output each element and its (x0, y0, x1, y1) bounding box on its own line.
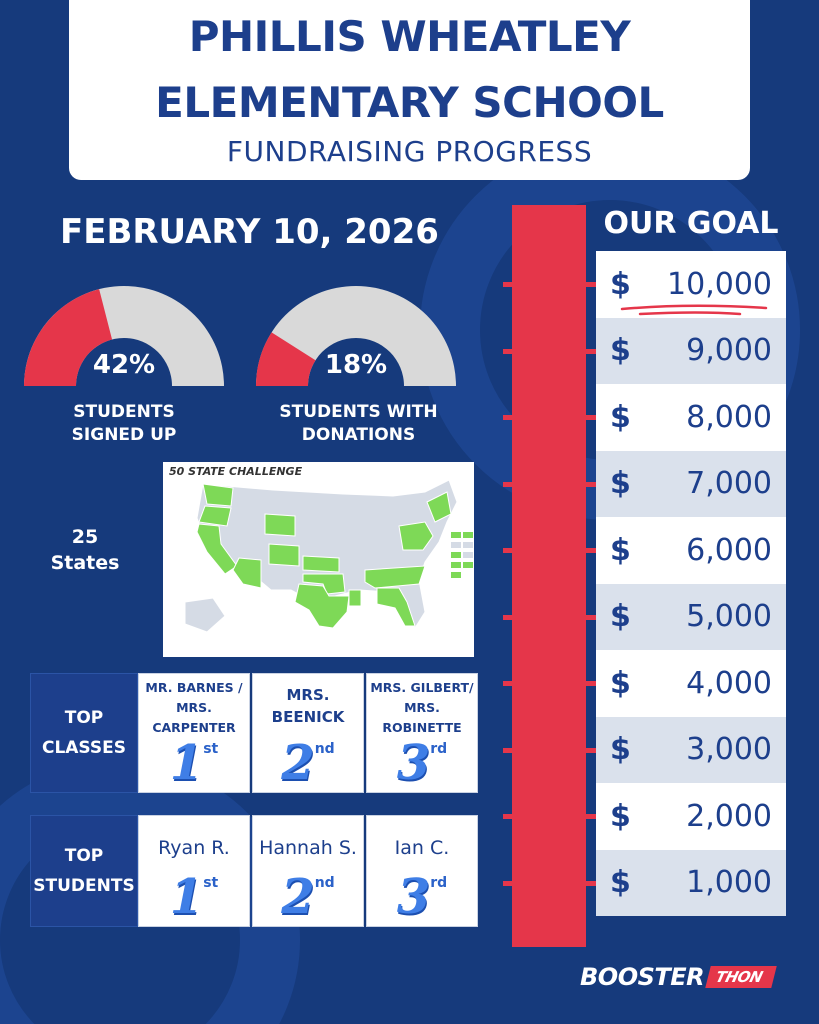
rank-number: 2 (281, 869, 315, 925)
rank-third-badge (367, 720, 477, 792)
rank-suffix: rd (430, 741, 448, 757)
goal-level-amount: 9,000 (686, 333, 772, 369)
goal-currency-symbol: $ (610, 732, 631, 768)
goal-level-amount: 5,000 (686, 599, 772, 635)
class-name: MRS. BEENICK (271, 686, 345, 726)
gauge-label-line1: STUDENTS WITH (279, 402, 438, 422)
top-classes-label-line1: TOP (64, 708, 104, 728)
rank-number: 3 (396, 735, 431, 791)
state-box (463, 542, 473, 548)
gauge-label-line2: SIGNED UP (71, 425, 177, 445)
goal-currency-symbol: $ (610, 532, 631, 568)
boosterthon-logo (580, 962, 774, 992)
rank-suffix: nd (314, 875, 335, 891)
student-name: Ryan R. (158, 837, 230, 859)
thermometer-tick (503, 548, 513, 553)
top-classes-label (30, 673, 138, 793)
goal-level-row (596, 717, 786, 784)
state-la (349, 590, 361, 606)
rank-suffix: st (203, 741, 219, 757)
rank-number: 3 (396, 869, 431, 925)
goal-level-amount: 4,000 (686, 665, 772, 701)
rank-third-badge (367, 854, 477, 926)
goal-level-amount: 6,000 (686, 532, 772, 568)
goal-level-row (596, 318, 786, 385)
state-ks (303, 556, 339, 572)
thermometer-tick (503, 681, 513, 686)
states-count (30, 524, 140, 576)
goal-level-row (596, 850, 786, 917)
page-subtitle: FUNDRAISING PROGRESS (226, 135, 593, 168)
goal-level-amount: 2,000 (686, 798, 772, 834)
states-count-number: 25 (71, 526, 99, 548)
state-box (451, 562, 461, 568)
state-co (269, 544, 299, 566)
top-students-label-line1: TOP (64, 846, 104, 866)
thermometer-tick (503, 415, 513, 420)
state-box (451, 532, 461, 538)
rank-suffix: st (203, 875, 219, 891)
state-challenge-map (163, 462, 474, 657)
header-card (69, 0, 750, 180)
rank-first-badge (139, 720, 249, 792)
top-classes-row (30, 673, 480, 793)
rank-number: 1 (169, 869, 204, 925)
gauge-label (24, 401, 224, 447)
thermometer-tick (503, 881, 513, 886)
state-or (199, 506, 231, 526)
state-box (463, 532, 473, 538)
class-rank-3-cell (366, 673, 478, 793)
thermometer-tick (503, 615, 513, 620)
student-name: Ian C. (394, 837, 450, 859)
goal-level-amount: 7,000 (686, 466, 772, 502)
gauge-label (256, 401, 461, 447)
student-rank-2-cell (252, 815, 364, 927)
state-az (233, 558, 261, 588)
goal-currency-symbol: $ (610, 333, 631, 369)
state-ak (185, 598, 225, 632)
thermometer-bar (512, 205, 586, 947)
goal-level-row (596, 451, 786, 518)
state-box (451, 542, 461, 548)
student-rank-1-cell (138, 815, 250, 927)
top-students-label-line2: STUDENTS (33, 876, 135, 896)
thermometer-tick (503, 748, 513, 753)
top-students-label (30, 815, 138, 927)
rank-suffix: rd (430, 875, 448, 891)
thermometer-tick (503, 282, 513, 287)
goal-level-row (596, 251, 786, 318)
gauge-percent: 18% (324, 350, 388, 380)
goal-currency-symbol: $ (610, 798, 631, 834)
rank-suffix: nd (314, 741, 335, 757)
thermometer-tick (503, 482, 513, 487)
goal-currency-symbol: $ (610, 665, 631, 701)
goal-currency-symbol: $ (610, 266, 631, 302)
goal-underline-mark (620, 303, 770, 317)
goal-level-row (596, 517, 786, 584)
map-title: 50 STATE CHALLENGE (169, 465, 303, 478)
school-name-line2: ELEMENTARY SCHOOL (155, 78, 664, 127)
thermometer-tick (503, 349, 513, 354)
goal-currency-symbol: $ (610, 865, 631, 901)
class-rank-2-cell (252, 673, 364, 793)
goal-title: OUR GOAL (603, 206, 779, 241)
rank-number: 1 (169, 735, 204, 791)
state-box (451, 552, 461, 558)
gauge-percent: 42% (92, 350, 156, 380)
thermometer-tick (503, 814, 513, 819)
school-name-line1: PHILLIS WHEATLEY (188, 12, 631, 61)
goal-level-row (596, 584, 786, 651)
class-name: MR. BARNES / MRS. CARPENTER (145, 680, 243, 735)
state-box (463, 562, 473, 568)
class-name: MRS. GILBERT/ MRS. ROBINETTE (370, 680, 474, 735)
goal-currency-symbol: $ (610, 599, 631, 635)
gauge-label-line2: DONATIONS (301, 425, 416, 445)
state-wa (203, 484, 233, 506)
state-southeast (365, 566, 425, 588)
goal-levels-panel (596, 251, 786, 916)
rank-number: 2 (281, 735, 315, 791)
goal-level-amount: 3,000 (686, 732, 772, 768)
logo-main-text: BOOSTER (580, 963, 705, 991)
student-rank-3-cell (366, 815, 478, 927)
rank-second-badge (253, 854, 363, 926)
rank-second-badge (253, 720, 363, 792)
state-box (463, 552, 473, 558)
student-name: Hannah S. (259, 837, 357, 859)
states-count-label: States (50, 552, 120, 574)
top-students-row (30, 815, 480, 927)
goal-currency-symbol: $ (610, 466, 631, 502)
goal-level-row (596, 650, 786, 717)
goal-level-amount: 10,000 (667, 266, 772, 302)
class-rank-1-cell (138, 673, 250, 793)
goal-level-amount: 8,000 (686, 399, 772, 435)
top-classes-label-line2: CLASSES (41, 738, 127, 758)
rank-first-badge (139, 854, 249, 926)
us-map-graphic (163, 462, 474, 657)
report-date: FEBRUARY 10, 2026 (60, 212, 439, 252)
goal-level-amount: 1,000 (686, 865, 772, 901)
goal-currency-symbol: $ (610, 399, 631, 435)
gauge-label-line1: STUDENTS (73, 402, 175, 422)
logo-accent-text: THON (705, 966, 777, 988)
goal-level-row (596, 384, 786, 451)
goal-level-row (596, 783, 786, 850)
state-box (451, 572, 461, 578)
state-wy (265, 514, 295, 536)
